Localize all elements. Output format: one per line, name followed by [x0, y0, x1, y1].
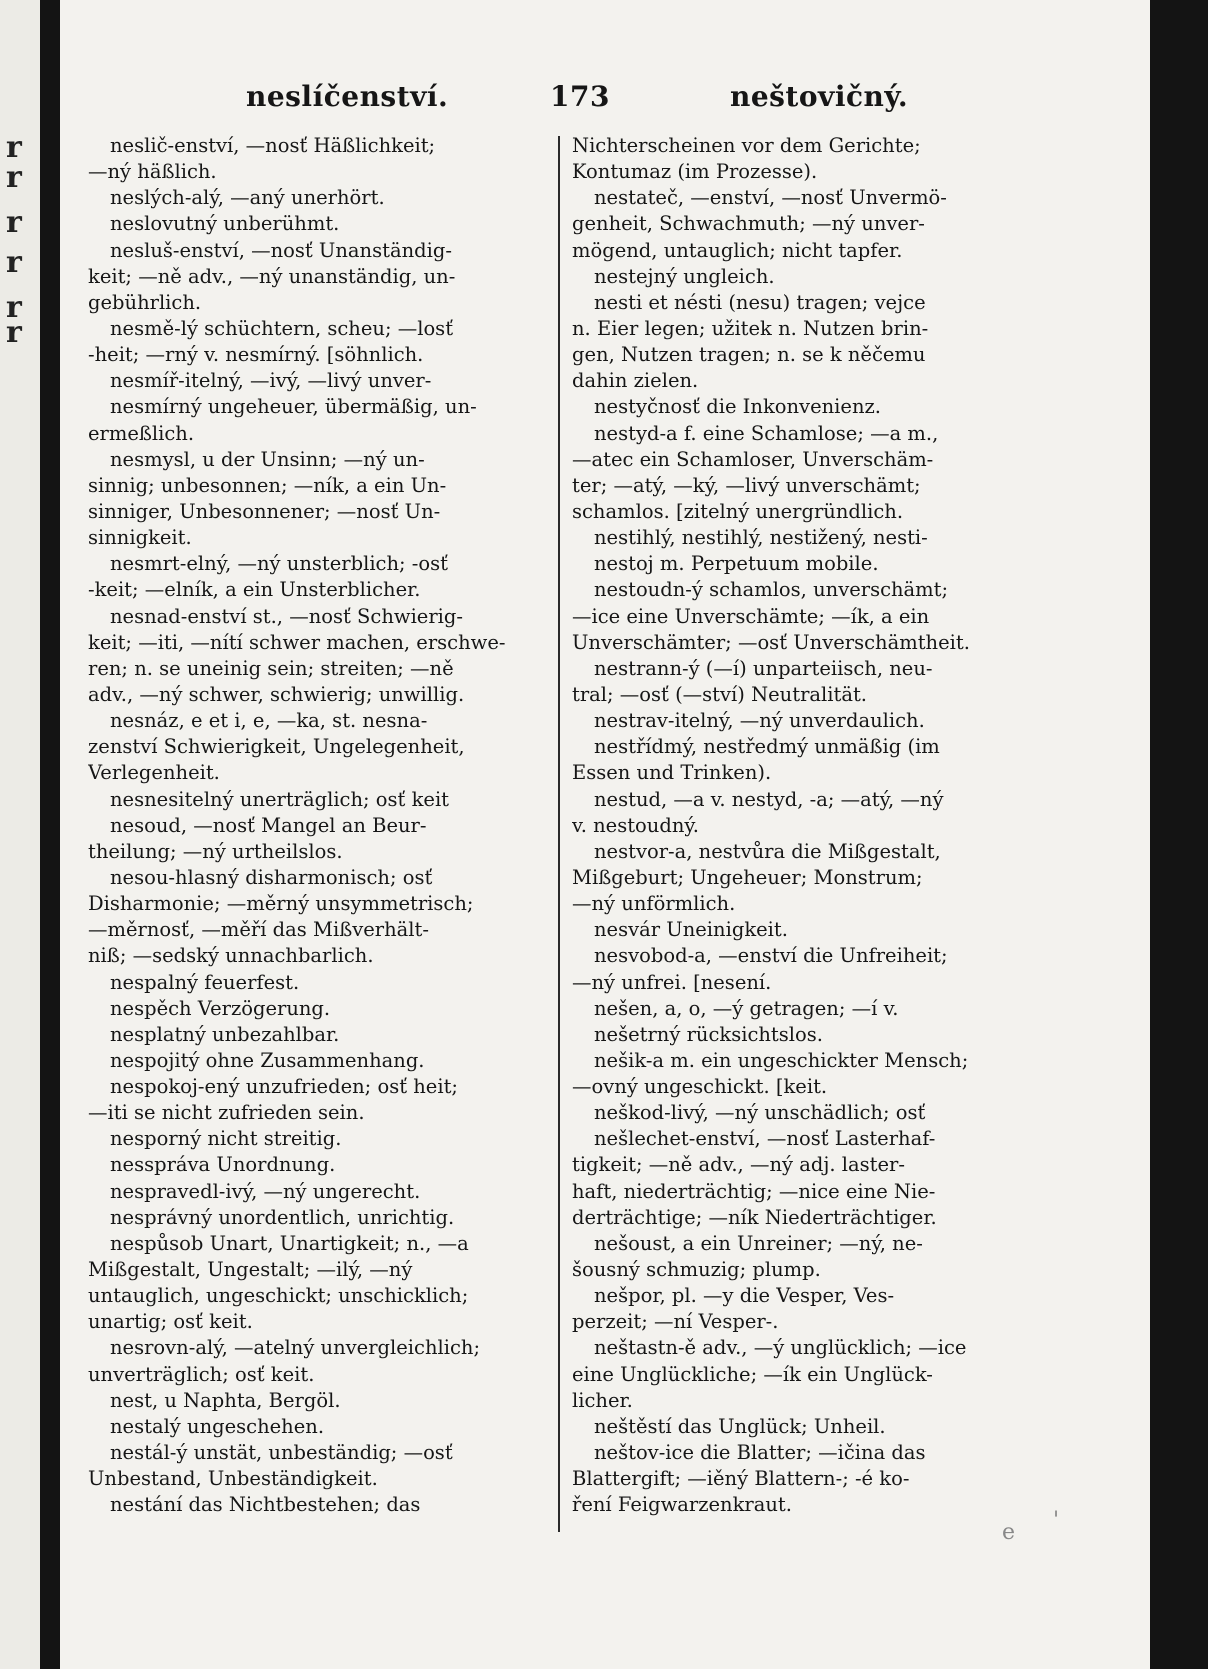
- dictionary-line: —ovný ungeschickt. [keit.: [572, 1075, 828, 1099]
- dictionary-line: mögend, untauglich; nicht tapfer.: [572, 238, 903, 262]
- dictionary-line: derträchtige; —ník Niederträchtiger.: [572, 1205, 937, 1229]
- dictionary-line: nespůsob Unart, Unartigkeit; n., —a: [110, 1231, 469, 1255]
- page-header: [60, 80, 1150, 120]
- dictionary-line: ter; —atý, —ký, —livý unverschämt;: [572, 473, 921, 497]
- dictionary-line: neštastn-ě adv., —ý unglücklich; —ice: [594, 1336, 967, 1360]
- dictionary-line: eine Unglückliche; —ík ein Unglück-: [572, 1362, 933, 1386]
- dictionary-line: theilung; —ný urtheilslos.: [88, 839, 343, 863]
- dictionary-line: unartig; osť keit.: [88, 1310, 253, 1334]
- dictionary-line: nesmírný ungeheuer, übermäßig, un-: [110, 395, 477, 419]
- dictionary-line: ření Feigwarzenkraut.: [572, 1493, 792, 1517]
- dictionary-line: nespravedl-ivý, —ný ungerecht.: [110, 1179, 421, 1203]
- dictionary-line: sinniger, Unbesonnener; —nosť Un-: [88, 499, 441, 523]
- margin-mark: r: [6, 290, 22, 325]
- dictionary-line: nešik-a m. ein ungeschickter Mensch;: [594, 1048, 969, 1072]
- dictionary-line: neštov-ice die Blatter; —ičina das: [594, 1441, 926, 1465]
- dictionary-line: nesprávný unordentlich, unrichtig.: [110, 1205, 455, 1229]
- dictionary-line: nesmě-lý schüchtern, scheu; —losť: [110, 316, 454, 340]
- dictionary-line: nestejný ungleich.: [594, 264, 775, 288]
- margin-mark: r: [6, 160, 22, 195]
- dictionary-line: neslovutný unberühmt.: [110, 212, 340, 236]
- dictionary-line: haft, niederträchtig; —nice eine Nie-: [572, 1179, 936, 1203]
- dictionary-line: nestoudn-ý schamlos, unverschämt;: [594, 578, 949, 602]
- dictionary-line: nesou-hlasný disharmonisch; osť: [110, 865, 433, 889]
- dictionary-line: nespěch Verzögerung.: [110, 996, 331, 1020]
- dictionary-line: nesnesitelný unerträglich; osť keit: [110, 787, 450, 811]
- dictionary-line: —měrnosť, —měří das Mißverhält-: [88, 918, 429, 942]
- dictionary-line: nestoj m. Perpetuum mobile.: [594, 552, 879, 576]
- dictionary-line: keit; —iti, —nítí schwer machen, erschwe-: [88, 630, 506, 654]
- dictionary-line: nestrann-ý (—í) unparteiisch, neu-: [594, 656, 933, 680]
- header-guide-word-right: neštovičný.: [730, 80, 909, 113]
- dictionary-line: Mißgeburt; Ungeheuer; Monstrum;: [572, 865, 923, 889]
- dictionary-line: nestání das Nichtbestehen; das: [110, 1493, 421, 1517]
- dictionary-line: keit; —ně adv., —ný unanständig, un-: [88, 264, 456, 288]
- dictionary-line: nesoud, —nosť Mangel an Beur-: [110, 813, 427, 837]
- dictionary-line: tral; —osť (—ství) Neutralität.: [572, 682, 867, 706]
- dictionary-line: nesmíř-itelný, —ivý, —livý unver-: [110, 369, 432, 393]
- dictionary-line: gen, Nutzen tragen; n. se k něčemu: [572, 343, 926, 367]
- dictionary-line: šousný schmuzig; plump.: [572, 1258, 821, 1282]
- dictionary-page: [60, 0, 1150, 1669]
- dictionary-line: nešen, a, o, —ý getragen; —í v.: [594, 996, 899, 1020]
- dictionary-line: Essen und Trinken).: [572, 761, 772, 785]
- dictionary-line: Blattergift; —iěný Blattern-; -é ko-: [572, 1467, 910, 1491]
- dictionary-line: nesti et nésti (nesu) tragen; vejce: [594, 290, 926, 314]
- footer-mark: e: [1002, 1520, 1016, 1545]
- dictionary-line: nesnáz, e et i, e, —ka, st. nesna-: [110, 709, 428, 733]
- dictionary-line: nestalý ungeschehen.: [110, 1414, 325, 1438]
- dictionary-line: gebührlich.: [88, 290, 202, 314]
- left-column: [88, 133, 540, 1518]
- dictionary-line: neslých-alý, —aný unerhört.: [110, 186, 385, 210]
- dictionary-line: schamlos. [zitelný unergründlich.: [572, 499, 904, 523]
- right-column: [572, 133, 1024, 1518]
- dictionary-line: nesspráva Unordnung.: [110, 1153, 336, 1177]
- dictionary-line: licher.: [572, 1388, 633, 1412]
- dictionary-line: nesvár Uneinigkeit.: [594, 918, 788, 942]
- page-number: 173: [550, 80, 610, 113]
- dictionary-line: nesrovn-alý, —atelný unvergleichlich;: [110, 1336, 481, 1360]
- dictionary-line: Verlegenheit.: [88, 761, 220, 785]
- dictionary-line: sinnig; unbesonnen; —ník, a ein Un-: [88, 473, 447, 497]
- dictionary-line: —atec ein Schamloser, Unverschäm-: [572, 447, 934, 471]
- dictionary-line: nesluš-enství, —nosť Unanständig-: [110, 238, 452, 262]
- previous-page-edge: [0, 0, 40, 1669]
- dictionary-line: nesmrt-elný, —ný unsterblich; -osť: [110, 552, 448, 576]
- dictionary-line: -heit; —rný v. nesmírný. [söhnlich.: [88, 343, 424, 367]
- column-divider: [558, 136, 560, 1532]
- dictionary-line: nešlechet-enství, —nosť Lasterhaf-: [594, 1127, 936, 1151]
- dictionary-line: Unverschämter; —osť Unverschämtheit.: [572, 630, 970, 654]
- dictionary-line: nestvor-a, nestvůra die Mißgestalt,: [594, 839, 941, 863]
- margin-mark: r: [6, 315, 22, 350]
- dictionary-line: ermeßlich.: [88, 421, 195, 445]
- dictionary-line: n. Eier legen; užitek n. Nutzen brin-: [572, 316, 929, 340]
- dictionary-line: nestál-ý unstät, unbeständig; —osť: [110, 1441, 453, 1465]
- dictionary-line: perzeit; —ní Vesper-.: [572, 1310, 779, 1334]
- dictionary-line: Mißgestalt, Ungestalt; —ilý, —ný: [88, 1258, 413, 1282]
- dictionary-line: neškod-livý, —ný unschädlich; osť: [594, 1101, 926, 1125]
- dictionary-line: —ný unfrei. [nesení.: [572, 970, 772, 994]
- dictionary-line: nesplatný unbezahlbar.: [110, 1022, 340, 1046]
- dictionary-line: nestateč, —enství, —nosť Unvermö-: [594, 186, 947, 210]
- dictionary-line: unverträglich; osť keit.: [88, 1362, 315, 1386]
- dictionary-line: nestud, —a v. nestyd, -a; —atý, —ný: [594, 787, 944, 811]
- footer-mark: ': [1053, 1508, 1060, 1533]
- dictionary-line: dahin zielen.: [572, 369, 699, 393]
- header-guide-word-left: neslíčenství.: [246, 80, 449, 113]
- dictionary-line: tigkeit; —ně adv., —ný adj. laster-: [572, 1153, 905, 1177]
- dictionary-line: v. nestoudný.: [572, 813, 700, 837]
- dictionary-line: nespojitý ohne Zusammenhang.: [110, 1048, 425, 1072]
- dictionary-line: adv., —ný schwer, schwierig; unwillig.: [88, 682, 465, 706]
- dictionary-line: zenství Schwierigkeit, Ungelegenheit,: [88, 735, 465, 759]
- dictionary-line: nespalný feuerfest.: [110, 970, 300, 994]
- dictionary-line: nestihlý, nestihlý, nestižený, nesti-: [594, 526, 928, 550]
- dictionary-line: niß; —sedský unnachbarlich.: [88, 944, 374, 968]
- dictionary-line: nespokoj-ený unzufrieden; osť heit;: [110, 1075, 458, 1099]
- dictionary-line: genheit, Schwachmuth; —ný unver-: [572, 212, 925, 236]
- dictionary-line: Disharmonie; —měrný unsymmetrisch;: [88, 892, 474, 916]
- dictionary-line: nešpor, pl. —y die Vesper, Ves-: [594, 1284, 895, 1308]
- dictionary-line: nestřídmý, nestředmý unmäßig (im: [594, 735, 940, 759]
- dictionary-line: neštěstí das Unglück; Unheil.: [594, 1414, 886, 1438]
- dictionary-line: neslič-enství, —nosť Häßlichkeit;: [110, 134, 436, 157]
- dictionary-line: —ice eine Unverschämte; —ík, a ein: [572, 604, 930, 628]
- dictionary-line: -keit; —elník, a ein Unsterblicher.: [88, 578, 421, 602]
- margin-mark: r: [6, 130, 22, 165]
- dictionary-line: nesmysl, u der Unsinn; —ný un-: [110, 447, 425, 471]
- dictionary-line: —iti se nicht zufrieden sein.: [88, 1101, 365, 1125]
- dictionary-line: nešoust, a ein Unreiner; —ný, ne-: [594, 1231, 923, 1255]
- dictionary-line: Unbestand, Unbeständigkeit.: [88, 1467, 378, 1491]
- dictionary-line: sinnigkeit.: [88, 526, 192, 550]
- margin-mark: r: [6, 205, 22, 240]
- dictionary-line: Nichterscheinen vor dem Gerichte;: [572, 134, 921, 157]
- dictionary-line: —ný häßlich.: [88, 160, 217, 184]
- dictionary-line: untauglich, ungeschickt; unschicklich;: [88, 1284, 469, 1308]
- dictionary-line: nesvobod-a, —enství die Unfreiheit;: [594, 944, 948, 968]
- dictionary-line: nest, u Naphta, Bergöl.: [110, 1388, 341, 1412]
- dictionary-line: nestrav-itelný, —ný unverdaulich.: [594, 709, 925, 733]
- dictionary-line: nestyd-a f. eine Schamlose; —a m.,: [594, 421, 939, 445]
- dictionary-line: Kontumaz (im Prozesse).: [572, 160, 818, 184]
- dictionary-line: nešetrný rücksichtslos.: [594, 1022, 823, 1046]
- margin-mark: r: [6, 245, 22, 280]
- dictionary-line: nestyčnosť die Inkonvenienz.: [594, 395, 881, 419]
- dictionary-line: —ný unförmlich.: [572, 892, 736, 916]
- dictionary-line: nesnad-enství st., —nosť Schwierig-: [110, 604, 463, 628]
- dictionary-line: nesporný nicht streitig.: [110, 1127, 342, 1151]
- dictionary-line: ren; n. se uneinig sein; streiten; —ně: [88, 656, 454, 680]
